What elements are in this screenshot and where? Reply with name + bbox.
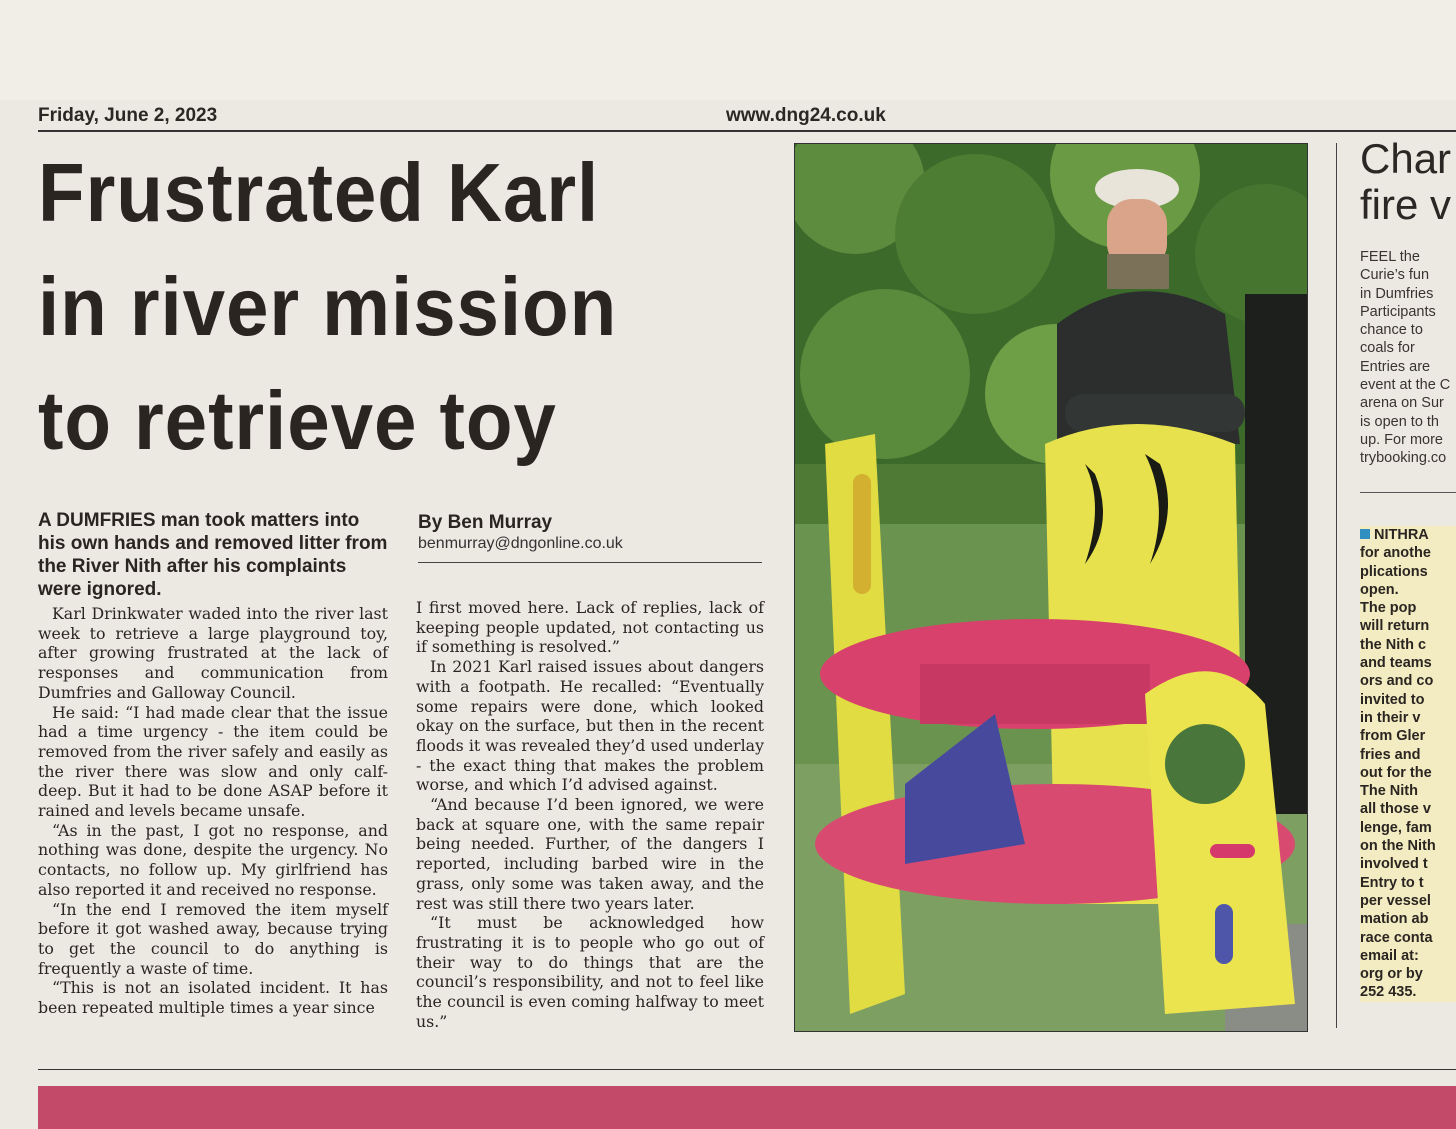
paragraph: I first moved here. Lack of replies, lack of keeping people updated, not contacting us if something is resolved.” <box>416 598 764 657</box>
headline-line-1: Frustrated Karl <box>38 146 600 239</box>
text-line: org or by <box>1360 966 1423 983</box>
text-line: up. For more <box>1360 431 1443 448</box>
text-line: Entries are <box>1360 358 1431 375</box>
headline-line-2: in river mission <box>38 260 618 353</box>
standfirst: A DUMFRIES man took matters into his own hands and removed litter from the River Nith after his complaints were ignored. <box>38 510 388 600</box>
paragraph: “And because I’d been ignored, we were back at square one, with the same repair being needed. Further, of the dangers I reported, including barbed wire in the grass, only some was taken away, and the rest was still there two years later. <box>416 795 764 913</box>
text-line: open. <box>1360 581 1399 598</box>
issue-date: Friday, June 2, 2023 <box>38 105 218 126</box>
sidebar-story-text <box>1360 248 1456 468</box>
text-line: mation ab <box>1360 911 1429 928</box>
column-rule <box>1336 143 1337 1028</box>
text-line: involved t <box>1360 856 1428 873</box>
article-photo <box>794 143 1308 1032</box>
text-line: plications <box>1360 563 1428 580</box>
text-line: all those v <box>1360 801 1431 818</box>
paragraph: “In the end I removed the item myself before it got washed away, because trying to get the council to do anything is frequently a waste of time. <box>38 899 388 978</box>
footer-color-band <box>38 1086 1456 1129</box>
byline-rule <box>418 562 762 563</box>
text-line: race conta <box>1360 929 1433 946</box>
text-line: Curie’s fun <box>1360 267 1430 284</box>
headline <box>38 136 723 478</box>
footer-rule <box>38 1069 1456 1070</box>
text-line: 252 435. <box>1360 984 1417 1001</box>
text-line: chance to <box>1360 322 1423 339</box>
paragraph: In 2021 Karl raised issues about dangers with a footpath. He recalled: “Eventually some repairs were done, which looked okay on the surface, but then in the recent floods it was revealed they’d used underlay - the exact thing that makes the problem worse, and which I’d advised against. <box>416 657 764 795</box>
text-line: FEEL the <box>1360 249 1420 265</box>
headline-line-3: to retrieve toy <box>38 374 557 467</box>
text-line: out for the <box>1360 764 1432 781</box>
page-top-margin <box>0 0 1456 100</box>
paragraph: “As in the past, I got no response, and nothing was done, despite the urgency. No contacts, no follow up. My girlfriend has also reported it and received no response. <box>38 820 388 899</box>
text-line: in their v <box>1360 709 1421 726</box>
text-line: trybooking.co <box>1360 450 1447 467</box>
paragraph: Karl Drinkwater waded into the river last week to retrieve a large playground toy, after growing frustrated at the lack of responses and communication from Dumfries and Galloway Council. <box>38 604 388 702</box>
text-line: and teams <box>1360 655 1432 672</box>
photo-man-with-playground-toy <box>795 144 1307 1031</box>
text-line: per vessel <box>1360 892 1431 909</box>
text-line: in Dumfries <box>1360 285 1434 302</box>
text-line: fries and <box>1360 746 1421 763</box>
text-line: lenge, fam <box>1360 819 1432 836</box>
text-line: The Nith <box>1360 783 1418 800</box>
text-line: invited to <box>1360 691 1425 708</box>
author-email: benmurray@dngonline.co.uk <box>418 535 623 552</box>
text-line: will return <box>1360 618 1430 635</box>
text-line: Entry to t <box>1360 874 1424 891</box>
text-line: ors and co <box>1360 673 1434 690</box>
sidebar-rule <box>1360 492 1456 493</box>
article-column-1 <box>38 604 388 1018</box>
text-line: arena on Sur <box>1360 395 1444 412</box>
text-line: for anothe <box>1360 545 1431 562</box>
square-bullet-icon <box>1360 529 1370 539</box>
text-line: the Nith c <box>1360 636 1427 653</box>
text-line: The pop <box>1360 600 1417 617</box>
text-line: on the Nith <box>1360 838 1436 855</box>
text-line: coals for <box>1360 340 1415 357</box>
brief-kicker: NITHRA <box>1374 527 1429 543</box>
paragraph: “This is not an isolated incident. It has been repeated multiple times a year since <box>38 978 388 1018</box>
website-url: www.dng24.co.uk <box>726 105 886 126</box>
sidebar-brief-text <box>1360 526 1456 1002</box>
header-rule <box>38 130 1456 132</box>
text-line <box>1360 526 1456 544</box>
sidebar-headline <box>1360 136 1456 228</box>
text-line: from Gler <box>1360 728 1426 745</box>
article-column-2 <box>416 598 764 1031</box>
paragraph: He said: “I had made clear that the issue had a time urgency - the item could be removed from the river safely and easily as the river there was slow and only calf-deep. But it had to be done ASAP before it rained and levels became unsafe. <box>38 702 388 821</box>
sidebar-headline-line: Char <box>1360 136 1452 182</box>
text-line: email at: <box>1360 947 1419 964</box>
text-line: Participants <box>1360 303 1436 320</box>
text-line: is open to th <box>1360 413 1439 430</box>
paragraph: “It must be acknowledged how frustrating it is to people who go out of their way to do things that are the council’s responsibility, and not to feel like the council is even coming halfway to meet us.” <box>416 913 764 1031</box>
text-line: event at the C <box>1360 377 1451 394</box>
byline: By Ben Murray <box>418 512 553 533</box>
sidebar-headline-line: fire v <box>1360 181 1452 228</box>
